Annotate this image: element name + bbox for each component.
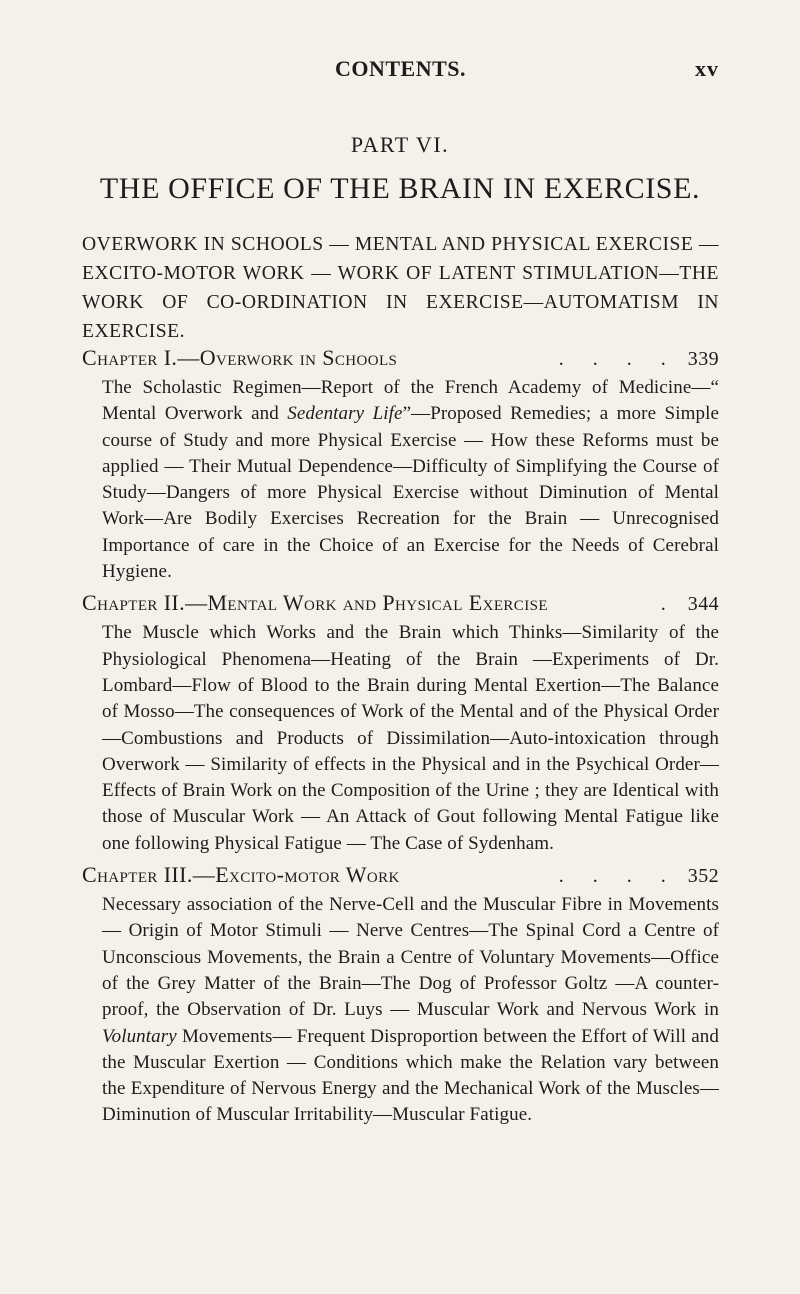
chapter-heading: [82, 344, 719, 373]
summary-text: Necessary association of the Nerve-Cell and the Muscular Fibre in Movements — Origin of Motor Stimuli — Nerve Centres—The Spinal Cord a Centre of Unconscious Movements, the Brain a Centre of Voluntary Movements—Office of the Grey Matter of the Brain—The Dog of Professor Goltz —A counter-proof, the Observation of Dr. Luys — Muscular Work and Nervous Work in: [102, 894, 719, 1021]
leader-dots: .: [660, 593, 678, 616]
chapter-page-number: 344: [687, 593, 719, 616]
summary-italic-text: Sedentary Life: [287, 403, 403, 425]
chapter-list: [82, 344, 719, 1133]
chapter-heading: [82, 861, 719, 890]
chapter-page-number: 352: [687, 865, 719, 888]
chapter-entry-3: [82, 861, 719, 1129]
chapter-page-number: 339: [687, 348, 719, 370]
chapter-title: Chapter I.—Overwork in Schools: [82, 345, 398, 370]
running-head: [82, 56, 719, 82]
leader-dots: . . . .: [558, 348, 678, 370]
part-summary: OVERWORK IN SCHOOLS — MENTAL AND PHYSICAL EXERCISE — EXCITO-MOTOR WORK — WORK OF LATENT STIMULATION—THE WORK OF CO-ORDINATION IN EXERCISE—AUTOMATISM IN EXERCISE.: [82, 234, 719, 342]
page-number: xv: [695, 56, 719, 81]
part-title: THE OFFICE OF THE BRAIN IN EXERCISE.: [99, 172, 701, 205]
summary-text: The Scholastic Regimen—Report of the French Academy of Medicine—“ Mental Overwork and: [102, 377, 719, 425]
leader-dots: . . . .: [558, 865, 678, 888]
chapter-summary: [102, 375, 719, 585]
part-label: PART VI.: [350, 132, 450, 157]
summary-text: Movements— Frequent Disproportion between the Effort of Will and the Muscular Exertion — Conditions which make the Relation vary between the Expenditure of Nervous Energy and the Mechanical Work of the Muscles—Diminution of Muscular Irritability—Muscular Fatigue.: [102, 1025, 719, 1126]
chapter-title: Chapter II.—Mental Work and Physical Exercise: [82, 590, 548, 616]
chapter-title: Chapter III.—Excito-motor Work: [82, 862, 400, 888]
summary-text: ”—Proposed Remedies; a more Simple course of Study and more Physical Exercise — How these Reforms must be applied — Their Mutual Dependence—Difficulty of Simplifying the Course of Study—Dangers of more Physical Exercise without Diminution of Mental Work—Are Bodily Exercises Recreation for the Brain — Unrecognised Importance of care in the Choice of an Exercise for the Needs of Cerebral Hygiene.: [102, 403, 719, 583]
summary-text: The Muscle which Works and the Brain which Thinks—Similarity of the Physiological Phenomena—Heating of the Brain —Experiments of Dr. Lombard—Flow of Blood to the Brain during Mental Exertion—The Balance of Mosso—The consequences of Work of the Mental and of the Physical Order —Combustions and Products of Dissimilation—Auto-intoxication through Overwork — Similarity of effects in the Physical and in the Psychical Order—Effects of Brain Work on the Composition of the Urine ; they are Identical with those of Muscular Work — An Attack of Gout following Mental Fatigue like one following Physical Fatigue — The Case of Sydenham.: [102, 622, 719, 854]
chapter-entry-1: [82, 344, 719, 585]
summary-italic-text: Voluntary: [102, 1025, 177, 1047]
chapter-summary: [102, 892, 719, 1129]
chapter-summary: [102, 620, 719, 857]
chapter-entry-2: [82, 589, 719, 857]
running-title: CONTENTS.: [334, 56, 467, 81]
chapter-heading: [82, 589, 719, 618]
